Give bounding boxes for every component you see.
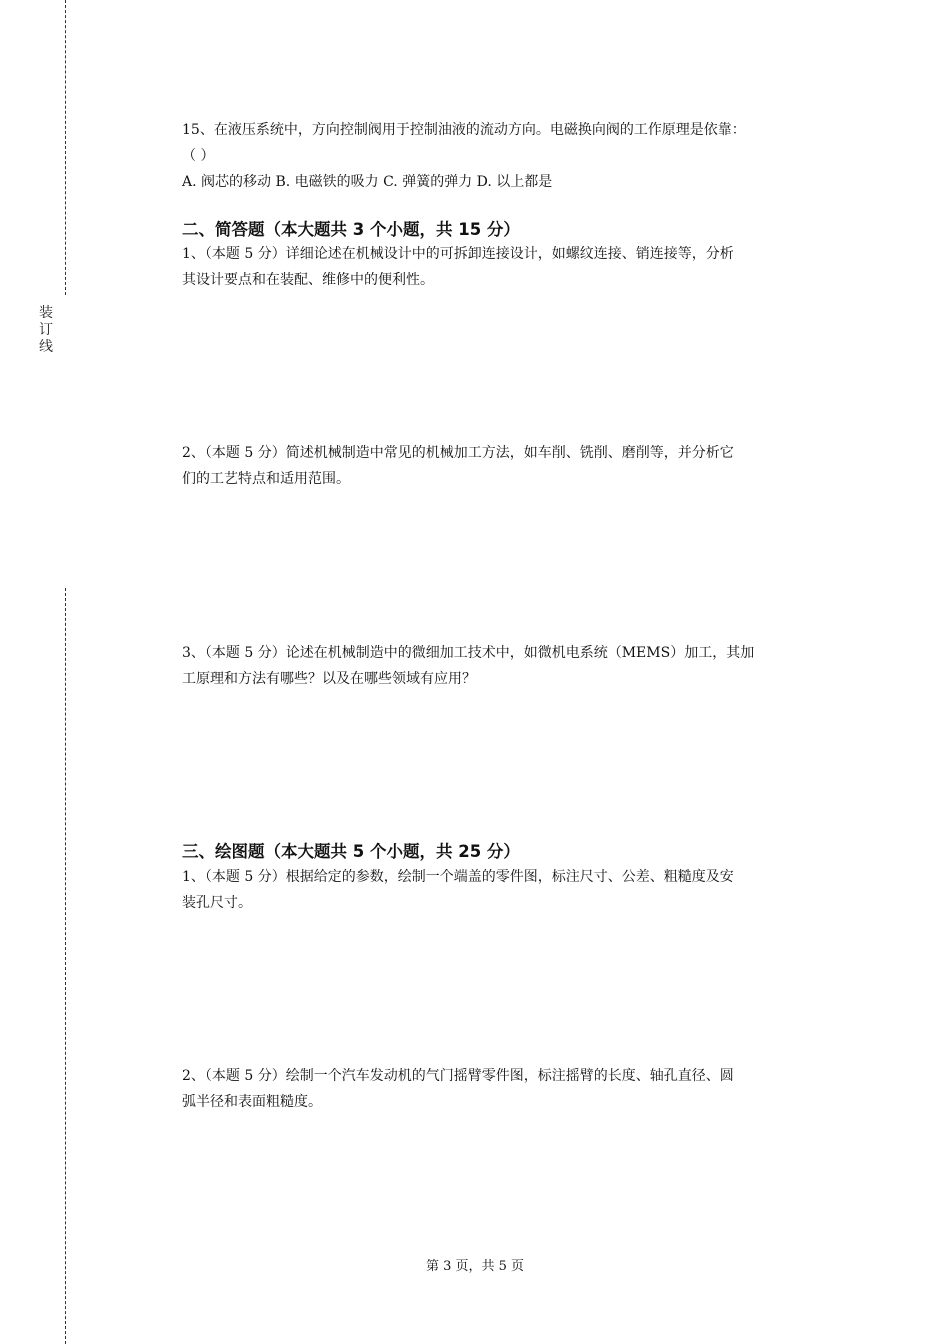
- binding-line-label: [38, 305, 54, 356]
- page-number-footer: 第 3 页，共 5 页: [425, 1259, 525, 1274]
- binding-char-3: 线: [39, 339, 53, 355]
- question-text-line: 们的工艺特点和适用范围。: [182, 471, 350, 487]
- question-15-options: A. 阀芯的移动 B. 电磁铁的吸力 C. 弹簧的弹力 D. 以上都是: [182, 174, 553, 190]
- question-text-line: 装孔尺寸。: [182, 895, 252, 911]
- binding-char-1: 装: [39, 305, 53, 321]
- section-3-question-2: [182, 1063, 842, 1115]
- section-2-question-3: [182, 640, 842, 692]
- question-text-line: 工原理和方法有哪些？以及在哪些领域有应用？: [182, 671, 476, 687]
- binding-char-2: 订: [39, 322, 53, 338]
- section-3-question-1: [182, 864, 842, 916]
- question-15-stem: 15、在液压系统中，方向控制阀用于控制油液的流动方向。电磁换向阀的工作原理是依靠：: [182, 122, 746, 138]
- section-2-question-1: [182, 241, 842, 293]
- question-text-line: 1、（本题 5 分）根据给定的参数，绘制一个端盖的零件图，标注尺寸、公差、粗糙度及安: [182, 869, 734, 885]
- question-text-line: 1、（本题 5 分）详细论述在机械设计中的可拆卸连接设计，如螺纹连接、销连接等，分析: [182, 246, 734, 262]
- question-text-line: 弧半径和表面粗糙度。: [182, 1094, 322, 1110]
- question-15-blank: （ ）: [182, 148, 215, 164]
- section-2-question-2: [182, 440, 842, 492]
- section-3-heading: 三、绘图题（本大题共 5 个小题，共 25 分）: [182, 842, 520, 861]
- question-text-line: 2、（本题 5 分）绘制一个汽车发动机的气门摇臂零件图，标注摇臂的长度、轴孔直径、圆: [182, 1068, 734, 1084]
- binding-line-bottom: [65, 588, 66, 1344]
- question-15: [182, 117, 842, 195]
- section-2-heading: 二、简答题（本大题共 3 个小题，共 15 分）: [182, 220, 520, 239]
- question-text-line: 其设计要点和在装配、维修中的便利性。: [182, 272, 434, 288]
- question-text-line: 3、（本题 5 分）论述在机械制造中的微细加工技术中，如微机电系统（MEMS）加工，其加: [182, 645, 755, 661]
- binding-line-top: [65, 0, 66, 295]
- question-text-line: 2、（本题 5 分）简述机械制造中常见的机械加工方法，如车削、铣削、磨削等，并分析它: [182, 445, 734, 461]
